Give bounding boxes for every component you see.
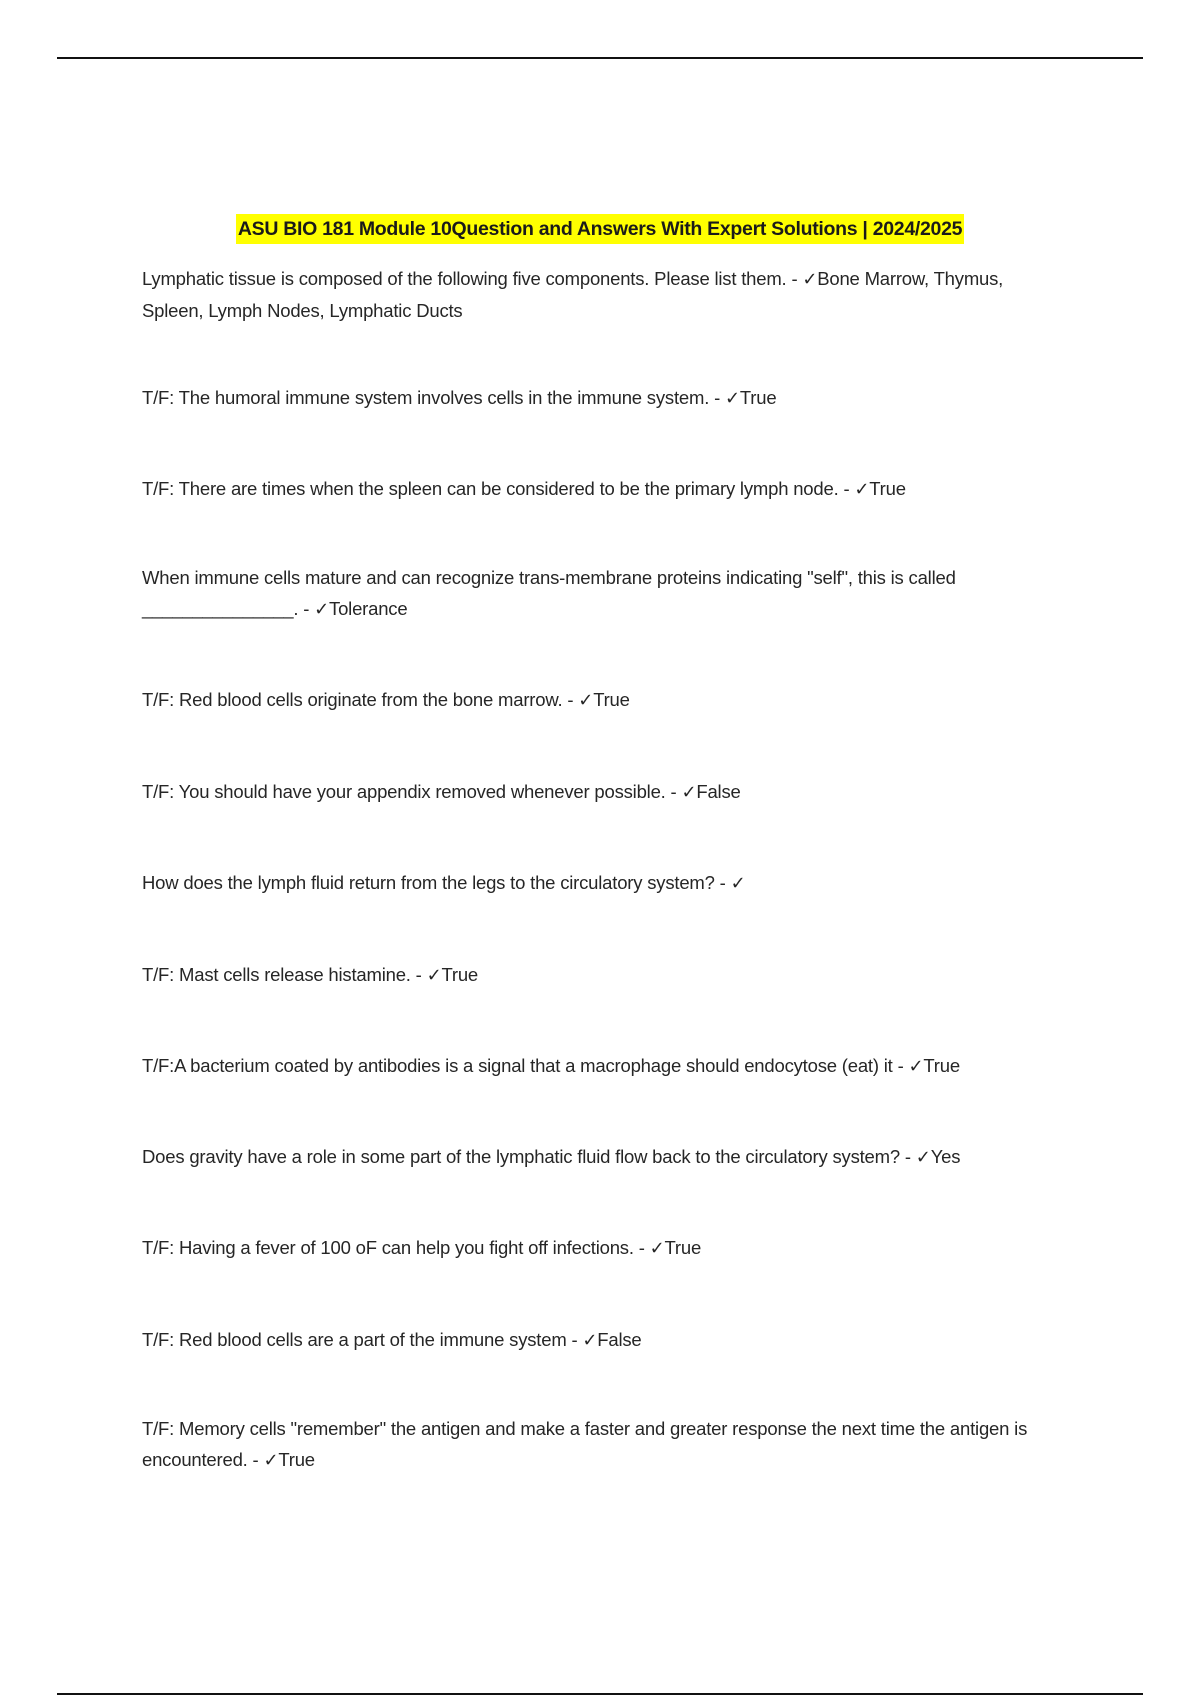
check-icon: ✓ (724, 388, 740, 409)
question-text: T/F: Red blood cells are a part of the immune system (142, 1329, 567, 1350)
check-icon: ✓ (802, 269, 818, 290)
answer-text: True (664, 1237, 702, 1258)
answer-text: False (597, 1329, 642, 1350)
qa-item-8: T/F: Mast cells release histamine. - ✓True (142, 964, 479, 986)
question-text: When immune cells mature and can recognize trans-membrane proteins indicating "self", this is called _______________. (142, 567, 956, 619)
check-icon: ✓ (730, 873, 746, 894)
check-icon: ✓ (908, 1056, 924, 1077)
question-text: T/F: Having a fever of 100 oF can help you fight off infections. (142, 1237, 634, 1258)
answer-text: Yes (930, 1146, 961, 1167)
check-icon: ✓ (649, 1238, 665, 1259)
bottom-rule (57, 1693, 1143, 1695)
question-text: T/F: There are times when the spleen can be considered to be the primary lymph node. (142, 478, 839, 499)
qa-item-3: T/F: There are times when the spleen can be considered to be the primary lymph node. - ✓True (142, 478, 906, 500)
answer-text: True (739, 387, 777, 408)
check-icon: ✓ (263, 1450, 279, 1471)
qa-item-5: T/F: Red blood cells originate from the bone marrow. - ✓True (142, 689, 630, 711)
answer-text: Tolerance (329, 598, 408, 619)
question-text: T/F: The humoral immune system involves cells in the immune system. (142, 387, 710, 408)
answer-text: True (441, 964, 479, 985)
qa-item-6: T/F: You should have your appendix removed whenever possible. - ✓False (142, 781, 741, 803)
check-icon: ✓ (426, 965, 442, 986)
check-icon: ✓ (915, 1147, 931, 1168)
qa-item-1: Lymphatic tissue is composed of the following five components. Please list them. - ✓Bone Marrow, Thymus, Spleen, Lymph Nodes, Lymphatic Ducts (142, 268, 1004, 321)
question-text: Lymphatic tissue is composed of the following five components. Please list them. (142, 268, 787, 289)
question-text: T/F: Mast cells release histamine. (142, 964, 411, 985)
answer-text: Bone Marrow, Thymus, Spleen, Lymph Nodes, Lymphatic Ducts (142, 268, 1004, 321)
qa-item-10: Does gravity have a role in some part of the lymphatic fluid flow back to the circulatory system? - ✓Yes (142, 1146, 961, 1168)
question-text: T/F: Red blood cells originate from the bone marrow. (142, 689, 563, 710)
document-title: ASU BIO 181 Module 10Question and Answers With Expert Solutions | 2024/2025 (236, 214, 964, 244)
check-icon: ✓ (854, 479, 870, 500)
top-rule (57, 57, 1143, 59)
qa-item-13: T/F: Memory cells "remember" the antigen and make a faster and greater response the next time the antigen is encountered. - ✓True (142, 1418, 1028, 1471)
answer-text: True (869, 478, 906, 499)
answer-text: True (593, 689, 630, 710)
qa-item-2: T/F: The humoral immune system involves cells in the immune system. - ✓True (142, 387, 777, 409)
answer-text: True (923, 1055, 960, 1076)
check-icon: ✓ (578, 690, 594, 711)
qa-item-7: How does the lymph fluid return from the legs to the circulatory system? - ✓ (142, 872, 746, 894)
qa-item-11: T/F: Having a fever of 100 oF can help you fight off infections. - ✓True (142, 1237, 702, 1259)
answer-text: True (278, 1449, 315, 1470)
qa-item-12: T/F: Red blood cells are a part of the immune system - ✓False (142, 1329, 642, 1351)
question-text: T/F:A bacterium coated by antibodies is a signal that a macrophage should endocytose (eat) it (142, 1055, 893, 1076)
check-icon: ✓ (314, 599, 330, 620)
question-text: T/F: You should have your appendix removed whenever possible. (142, 781, 666, 802)
question-text: Does gravity have a role in some part of the lymphatic fluid flow back to the circulatory system? (142, 1146, 900, 1167)
question-text: How does the lymph fluid return from the legs to the circulatory system? (142, 872, 715, 893)
check-icon: ✓ (681, 782, 697, 803)
qa-item-4: When immune cells mature and can recognize trans-membrane proteins indicating "self", this is called _______________. - ✓Tolerance (142, 567, 956, 620)
qa-item-9: T/F:A bacterium coated by antibodies is a signal that a macrophage should endocytose (eat) it - ✓True (142, 1055, 960, 1077)
question-text: T/F: Memory cells "remember" the antigen and make a faster and greater response the next time the antigen is encountered. (142, 1418, 1028, 1470)
title-block (0, 214, 1200, 244)
answer-text: False (696, 781, 741, 802)
check-icon: ✓ (582, 1330, 598, 1351)
